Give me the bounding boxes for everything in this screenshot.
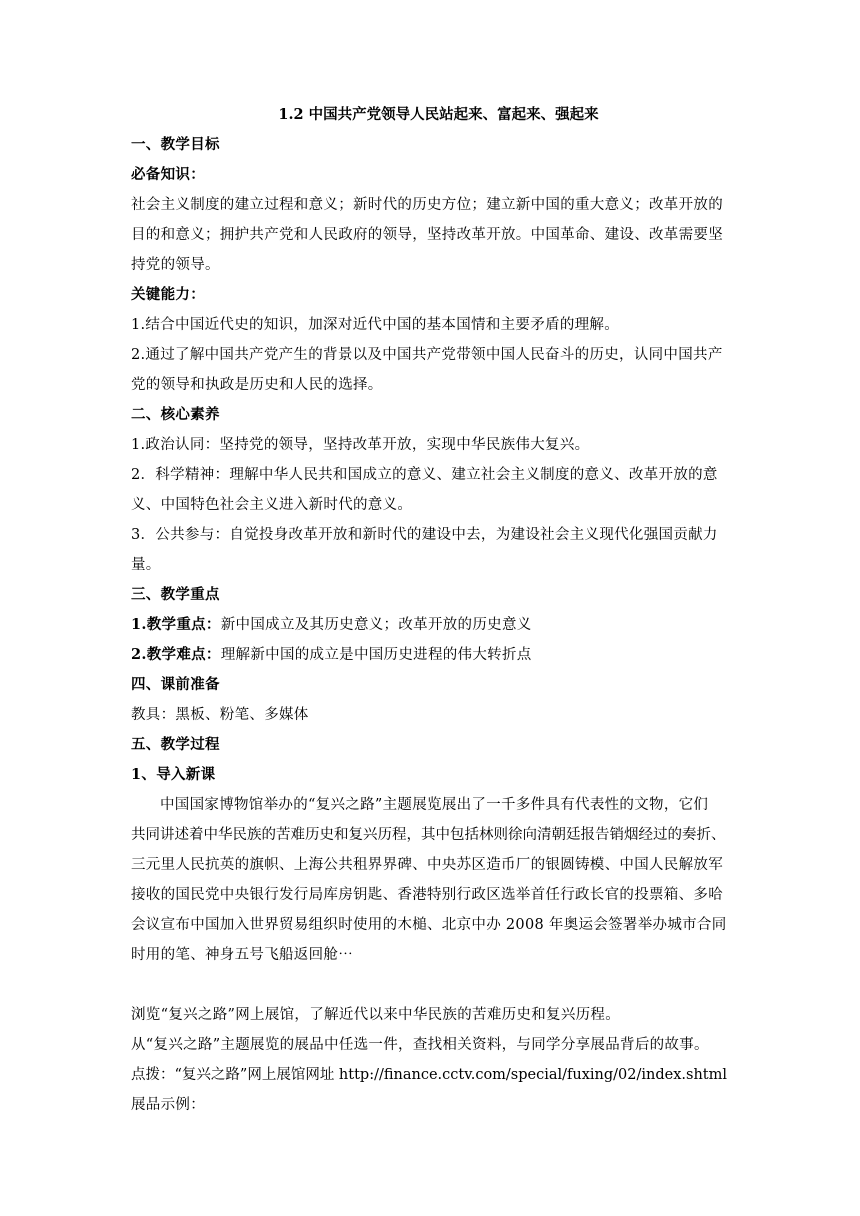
- focus-key-text: 新中国成立及其历史意义；改革开放的历史意义: [220, 617, 532, 633]
- intro-paragraph-line: 会议宣布中国加入世界贸易组织时使用的木槌、北京中办 2008 年奥运会签署举办城市合同: [131, 917, 727, 933]
- intro-paragraph-line: 共同讲述着中华民族的苦难历史和复兴历程，其中包括林则徐向清朝廷报告销烟经过的奏折、: [131, 827, 726, 843]
- choose-text: 从“复兴之路”主题展览的展品中任选一件，查找相关资料，与同学分享展品背后的故事。: [131, 1037, 709, 1053]
- subheading-introduction: 1、导入新课: [131, 766, 216, 783]
- literacy-item-2-line: 义、中国特色社会主义进入新时代的意义。: [131, 497, 413, 513]
- focus-key: [131, 610, 736, 640]
- example-label: 展品示例：: [131, 1097, 205, 1113]
- knowledge-line: 持党的领导。: [131, 257, 220, 273]
- ability-label: 关键能力：: [131, 286, 205, 303]
- section-heading-preparation: 四、课前准备: [131, 676, 220, 693]
- intro-paragraph-line: 时用的笔、神身五号飞船返回舱⋯: [131, 947, 353, 963]
- literacy-item-1: 1.政治认同：坚持党的领导，坚持改革开放，实现中华民族伟大复兴。: [131, 437, 590, 453]
- section-heading-process: 五、教学过程: [131, 736, 220, 753]
- focus-difficulty-label: 2.教学难点：: [131, 646, 221, 663]
- ability-item-2-line: 2.通过了解中国共产党产生的背景以及中国共产党带领中国人民奋斗的历史，认同中国共产: [131, 347, 723, 363]
- focus-key-label: 1.教学重点：: [131, 616, 221, 633]
- knowledge-line: 社会主义制度的建立过程和意义；新时代的历史方位；建立新中国的重大意义；改革开放的: [131, 197, 723, 213]
- document-page: [131, 100, 736, 1120]
- intro-paragraph-line: 中国国家博物馆举办的“复兴之路”主题展览展出了一千多件具有代表性的文物，它们: [160, 797, 709, 813]
- intro-paragraph-line: 接收的国民党中央银行发行局库房钥匙、香港特别行政区选举首任行政长官的投票箱、多哈: [131, 887, 723, 903]
- blank-line: [131, 970, 736, 1000]
- knowledge-line: 目的和意义；拥护共产党和人民政府的领导，坚持改革开放。中国革命、建设、改革需要坚: [131, 227, 723, 243]
- preparation-text: 教具：黑板、粉笔、多媒体: [131, 707, 309, 723]
- focus-difficulty: [131, 640, 736, 670]
- section-heading-literacy: 二、核心素养: [131, 406, 220, 423]
- ability-item-2-line: 党的领导和执政是历史和人民的选择。: [131, 377, 383, 393]
- literacy-item-2-line: 2．科学精神：理解中华人民共和国成立的意义、建立社会主义制度的意义、改革开放的意: [131, 467, 718, 483]
- literacy-item-3-line: 3．公共参与：自觉投身改革开放和新时代的建设中去，为建设社会主义现代化强国贡献力: [131, 527, 718, 543]
- knowledge-label: 必备知识：: [131, 166, 205, 183]
- section-heading-objectives: 一、教学目标: [131, 136, 220, 153]
- intro-paragraph-line: 三元里人民抗英的旗帜、上海公共租界界碑、中央苏区造币厂的银圆铸模、中国人民解放军: [131, 857, 723, 873]
- literacy-item-3-line: 量。: [131, 557, 161, 573]
- ability-item-1: 1.结合中国近代史的知识，加深对近代中国的基本国情和主要矛盾的理解。: [131, 317, 620, 333]
- browse-text: 浏览“复兴之路”网上展馆，了解近代以来中华民族的苦难历史和复兴历程。: [131, 1007, 621, 1023]
- section-heading-focus: 三、教学重点: [131, 586, 220, 603]
- hint-text: 点拨：“复兴之路”网上展馆网址 http://finance.cctv.com/special/fuxing/02/index.shtml: [131, 1067, 728, 1083]
- focus-difficulty-text: 理解新中国的成立是中国历史进程的伟大转折点: [220, 647, 532, 663]
- document-title: 1.2 中国共产党领导人民站起来、富起来、强起来: [278, 106, 599, 123]
